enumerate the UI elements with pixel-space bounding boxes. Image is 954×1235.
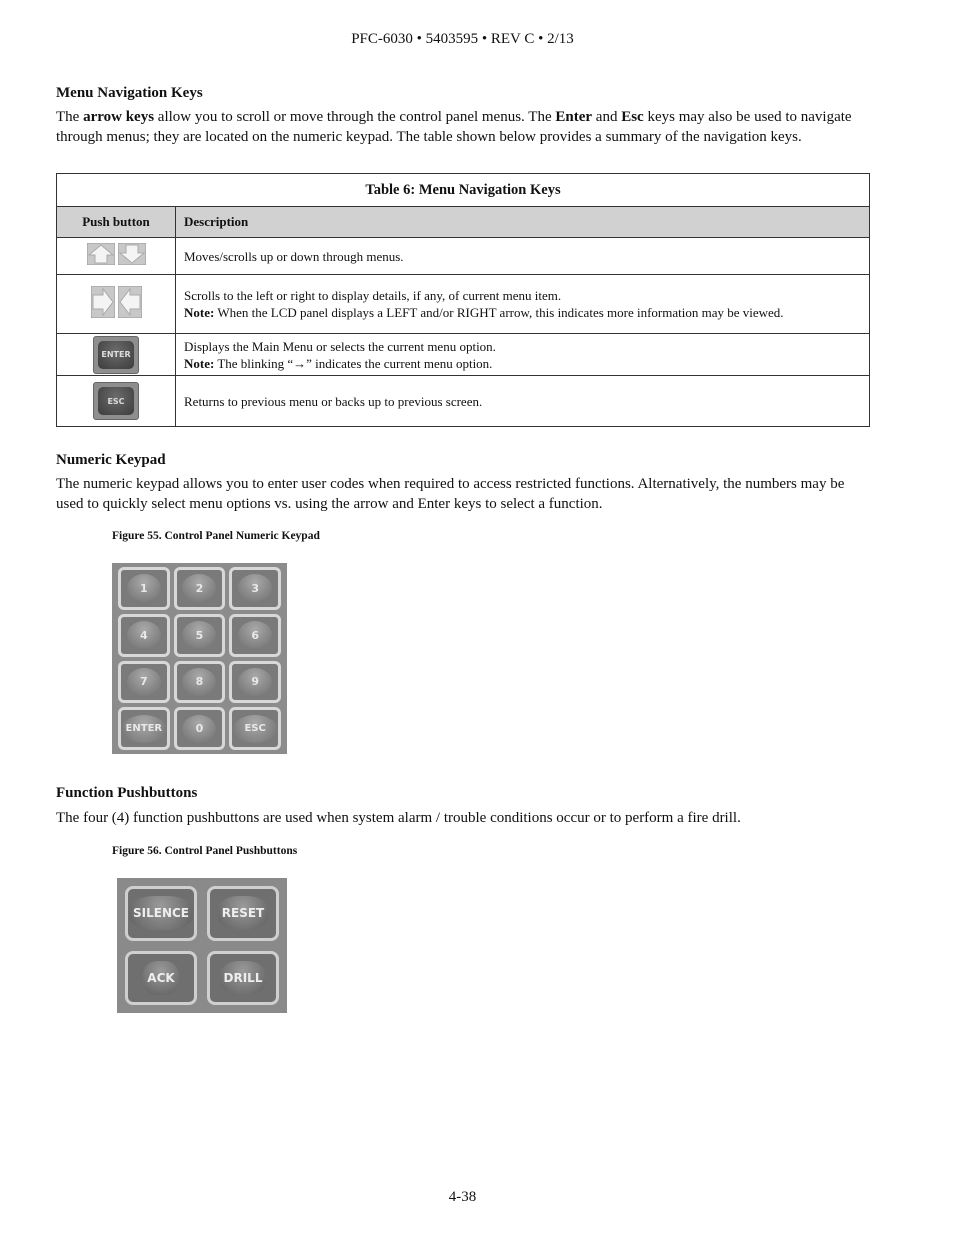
section-heading-function-pushbuttons: Function Pushbuttons — [56, 785, 198, 801]
keypad-key-enter: ENTER — [118, 707, 170, 750]
figure-56-caption: Figure 56. Control Panel Pushbuttons — [112, 845, 298, 857]
numeric-keypad-paragraph: The numeric keypad allows you to enter user codes when required to access restricted functions. Alternatively, the numbers may be used to quickly select menu options vs. using the arrow and Enter keys to select a function. — [56, 476, 845, 512]
section-heading-numeric-keypad: Numeric Keypad — [56, 452, 166, 468]
table-row — [57, 275, 870, 334]
keypad-key-esc: ESC — [229, 707, 281, 750]
page-header: PFC-6030 • 5403595 • REV C • 2/13 — [351, 31, 574, 47]
right-arrow-icon — [91, 286, 115, 318]
menu-navigation-paragraph: The arrow keys allow you to scroll or move through the control panel menus. The Enter and Esc keys may also be used to navigate through menus; they are located on the numeric keypad. The table shown below provides a summary of the navigation keys. — [56, 109, 852, 145]
column-header-push-button: Push button — [57, 207, 176, 238]
keypad-key-7: 7 — [118, 661, 170, 704]
row-description: Scrolls to the left or right to display details, if any, of current menu item. Note: When the LCD panel displays a LEFT and/or RIGHT arrow, this indicates more information may be viewed. — [176, 275, 870, 334]
keypad-key-0: 0 — [174, 707, 226, 750]
row-description: Displays the Main Menu or selects the current menu option. Note: The blinking “→” indicates the current menu option. — [176, 334, 870, 376]
up-down-arrow-icons — [87, 243, 146, 265]
ack-pushbutton: ACK — [125, 951, 197, 1006]
table-row — [57, 238, 870, 275]
menu-navigation-keys-table — [56, 173, 870, 427]
left-arrow-icon — [118, 286, 142, 318]
keypad-key-3: 3 — [229, 567, 281, 610]
pushbuttons-figure — [117, 878, 287, 1013]
reset-pushbutton: RESET — [207, 886, 279, 941]
table-row — [57, 376, 870, 427]
down-arrow-icon — [118, 243, 146, 265]
keypad-key-8: 8 — [174, 661, 226, 704]
keypad-key-4: 4 — [118, 614, 170, 657]
up-arrow-icon — [87, 243, 115, 265]
row-description: Returns to previous menu or backs up to previous screen. — [176, 376, 870, 427]
column-header-description: Description — [176, 207, 870, 238]
enter-key-icon: ENTER — [93, 336, 139, 374]
table-row — [57, 334, 870, 376]
esc-key-icon: ESC — [93, 382, 139, 420]
page-number: 4-38 — [448, 1189, 477, 1205]
numeric-keypad-figure — [112, 563, 287, 754]
row-description: Moves/scrolls up or down through menus. — [176, 238, 870, 275]
keypad-key-9: 9 — [229, 661, 281, 704]
section-heading-menu-navigation: Menu Navigation Keys — [56, 85, 203, 101]
keypad-key-1: 1 — [118, 567, 170, 610]
silence-pushbutton: SILENCE — [125, 886, 197, 941]
keypad-key-6: 6 — [229, 614, 281, 657]
right-left-arrow-icons — [91, 286, 142, 318]
keypad-key-2: 2 — [174, 567, 226, 610]
function-pushbuttons-paragraph: The four (4) function pushbuttons are used when system alarm / trouble conditions occur or to perform a fire drill. — [56, 810, 741, 826]
drill-pushbutton: DRILL — [207, 951, 279, 1006]
table-title: Table 6: Menu Navigation Keys — [57, 174, 870, 207]
keypad-key-5: 5 — [174, 614, 226, 657]
figure-55-caption: Figure 55. Control Panel Numeric Keypad — [112, 530, 320, 542]
